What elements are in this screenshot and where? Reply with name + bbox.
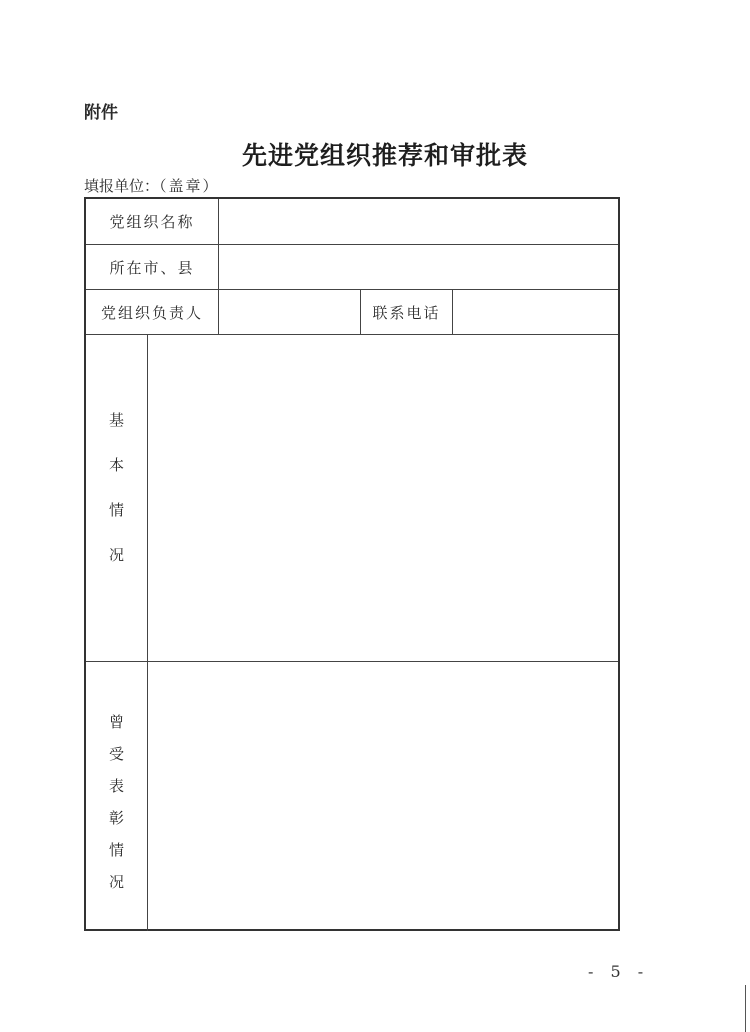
org-name-field[interactable] (219, 199, 620, 244)
basic-info-field[interactable] (148, 335, 620, 661)
seal-note: （盖章） (159, 177, 220, 195)
honors-field[interactable] (148, 662, 620, 931)
recommendation-form-table (84, 197, 620, 931)
honors-label (86, 711, 147, 892)
filling-unit-label: 填报单位： (84, 177, 160, 195)
leader-field[interactable] (219, 290, 360, 334)
honors-char: 情 (108, 841, 124, 859)
basic-info-label (86, 409, 147, 565)
scan-edge-mark (745, 985, 746, 1032)
page-number: - 5 - (588, 962, 650, 981)
honors-char: 彰 (108, 809, 124, 827)
attachment-label: 附件 (84, 103, 118, 123)
honors-char: 表 (108, 777, 124, 795)
honors-char: 曾 (108, 713, 124, 731)
location-field[interactable] (219, 245, 620, 289)
org-name-label: 党组织名称 (109, 213, 195, 231)
basic-info-char: 本 (108, 456, 124, 474)
form-title: 先进党组织推荐和审批表 (241, 141, 528, 170)
filling-unit (84, 175, 220, 196)
honors-char: 受 (108, 745, 124, 763)
basic-info-char: 情 (108, 501, 124, 519)
basic-info-char: 况 (108, 546, 124, 564)
basic-info-char: 基 (108, 411, 124, 429)
phone-field[interactable] (453, 290, 620, 334)
leader-label: 党组织负责人 (100, 303, 203, 322)
location-label: 所在市、县 (109, 258, 195, 277)
honors-char: 况 (108, 873, 124, 891)
phone-label: 联系电话 (372, 303, 441, 322)
